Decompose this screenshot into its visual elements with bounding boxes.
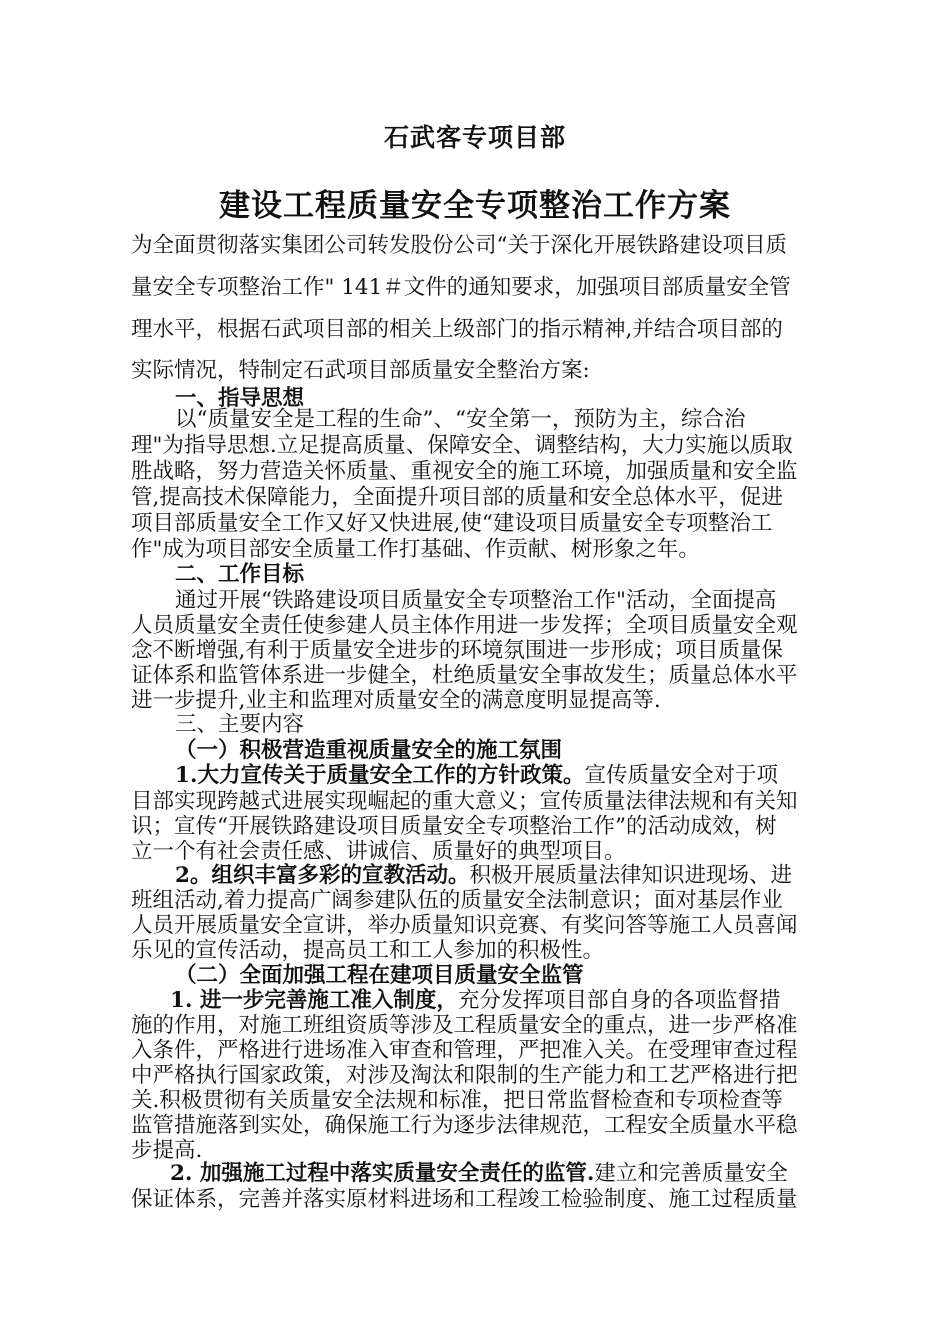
paragraph-line: 乐见的宣传活动，提高员工和工人参加的积极性。: [131, 938, 605, 963]
section-heading: 一、指导思想: [175, 386, 305, 411]
section-heading: 三、主要内容: [175, 712, 305, 737]
paragraph-line: 施的作用，对施工班组资质等涉及工程质量安全的重点，进一步严格准: [131, 1013, 798, 1038]
item-text: 宣传质量安全对于项: [584, 763, 778, 788]
intro-line: 量安全专项整治工作" 141＃文件的通知要求，加强项目部质量安全管: [131, 275, 791, 300]
paragraph-line: 作"成为项目部安全质量工作打基础、作贡献、树形象之年。: [131, 537, 700, 562]
paragraph-line: 胜战略，努力营造关怀质量、重视安全的施工环境，加强质量和安全监: [131, 459, 798, 484]
item-heading: 1. 进一步完善施工准入制度，: [170, 988, 458, 1013]
intro-line: 理水平，根据石武项目部的相关上级部门的指示精神,并结合项目部的: [131, 317, 783, 342]
paragraph-line: 步提高.: [131, 1138, 203, 1163]
paragraph-line: 念不断增强,有利于质量安全进步的环境氛围进一步形成；项目质量保: [131, 638, 783, 663]
paragraph-line: 人员开展质量安全宣讲，举办质量知识竞赛、有奖问答等施工人员喜闻: [131, 913, 798, 938]
item-text: 充分发挥项目部自身的各项监督措: [457, 988, 781, 1013]
paragraph-line: [175, 862, 792, 890]
intro-line: 实际情况，特制定石武项目部质量安全整治方案:: [131, 358, 590, 383]
paragraph-line: [170, 1160, 788, 1188]
paragraph-line: 证体系和监管体系进一步健全，杜绝质量安全事故发生；质量总体水平: [131, 663, 798, 688]
paragraph-line: 人员质量安全责任使参建人员主体作用进一步发挥；全项目质量安全观: [131, 613, 798, 638]
paragraph-line: 目部实现跨越式进展实现崛起的重大意义；宣传质量法律法规和有关知: [131, 789, 798, 814]
paragraph-line: 以“质量安全是工程的生命”、“安全第一，预防为主，综合治: [175, 407, 746, 432]
subsection-heading: （二）全面加强工程在建项目质量安全监管: [175, 963, 584, 988]
paragraph-line: [170, 987, 780, 1015]
intro-line: 为全面贯彻落实集团公司转发股份公司“关于深化开展铁路建设项目质: [131, 233, 787, 258]
paragraph-line: 识；宣传“开展铁路建设项目质量安全专项整治工作”的活动成效，树: [131, 814, 777, 839]
paragraph-line: 关.积极贯彻有关质量安全法规和标准，把日常监督检查和专项检查等: [131, 1088, 783, 1113]
paragraph-line: 中严格执行国家政策，对涉及淘汰和限制的生产能力和工艺严格进行把: [131, 1063, 798, 1088]
organization-title: 石武客专项目部: [383, 123, 566, 152]
paragraph-line: 立一个有社会责任感、讲诚信、质量好的典型项目。: [131, 839, 626, 864]
document-title: 建设工程质量安全专项整治工作方案: [219, 188, 731, 224]
paragraph-line: 项目部质量安全工作又好又快进展,使“建设项目质量安全专项整治工: [131, 511, 773, 536]
paragraph-line: 监管措施落到实处，确保施工行为逐步法律规范，工程安全质量水平稳: [131, 1113, 798, 1138]
item-heading: 2。组织丰富多彩的宣教活动。: [175, 863, 470, 888]
subsection-heading: （一）积极营造重视质量安全的施工氛围: [175, 738, 563, 763]
item-text: 建立和完善质量安全: [594, 1161, 788, 1186]
item-heading: 2. 加强施工过程中落实质量安全责任的监管.: [170, 1161, 595, 1186]
paragraph-line: 入条件，严格进行进场准入审查和管理，严把准入关。在受理审查过程: [131, 1038, 798, 1063]
paragraph-line: [175, 762, 778, 790]
paragraph-line: 理"为指导思想.立足提高质量、保障安全、调整结构，大力实施以质取: [131, 433, 793, 458]
paragraph-line: 进一步提升,业主和监理对质量安全的满意度明显提高等.: [131, 688, 661, 713]
paragraph-line: 保证体系，完善并落实原材料进场和工程竣工检验制度、施工过程质量: [131, 1187, 798, 1212]
paragraph-line: 通过开展“铁路建设项目质量安全专项整治工作"活动，全面提高: [175, 588, 777, 613]
section-heading: 二、工作目标: [175, 562, 305, 587]
item-heading: 1.大力宣传关于质量安全工作的方针政策。: [175, 763, 585, 788]
paragraph-line: 班组活动,着力提高广阔参建队伍的质量安全法制意识；面对基层作业: [131, 888, 783, 913]
paragraph-line: 管,提高技术保障能力，全面提升项目部的质量和安全总体水平，促进: [131, 485, 783, 510]
item-text: 积极开展质量法律知识进现场、进: [469, 863, 792, 888]
